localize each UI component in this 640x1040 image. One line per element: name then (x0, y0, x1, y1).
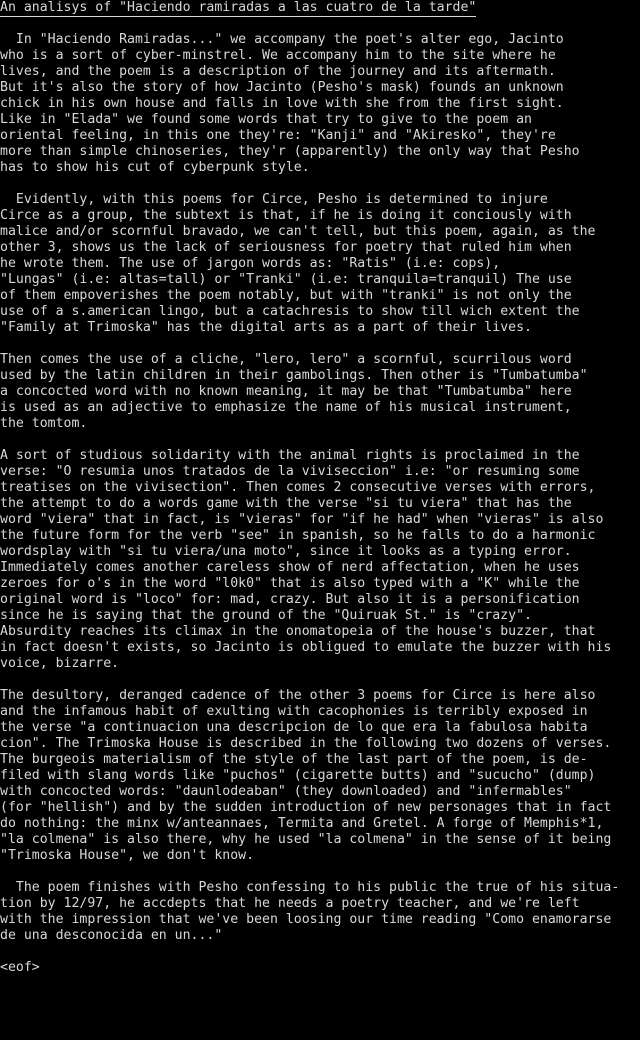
text-line: the future form for the verb "see" in spanish, so he falls to do a harmonic (0, 528, 596, 543)
text-line: The poem finishes with Pesho confessing to his public the true of his situa- (0, 880, 620, 895)
text-line: used by the latin children in their gambolings. Then other is "Tumbatumba" (0, 368, 588, 383)
text-line: original word is "loco" for: mad, crazy. But also it is a personification (0, 592, 580, 607)
text-line: lives, and the poem is a description of the journey and its aftermath. (0, 64, 556, 79)
text-line: Like in "Elada" we found some words that try to give to the poem an (0, 112, 532, 127)
text-line: The desultory, deranged cadence of the other 3 poems for Circe is here also (0, 688, 596, 703)
text-line: he wrote them. The use of jargon words as: "Ratis" (i.e: cops), (0, 256, 501, 271)
text-line: other 3, shows us the lack of seriousness for poetry that ruled him when (0, 240, 572, 255)
document-title: An analisys of "Haciendo ramiradas a las cuatro de la tarde" (0, 0, 477, 15)
text-line: In "Haciendo Ramiradas..." we accompany the poet's alter ego, Jacinto (0, 32, 564, 47)
text-line: since he is saying that the ground of the "Quiruak St." is "crazy". (0, 608, 532, 623)
text-line: Circe as a group, the subtext is that, if he is doing it conciously with (0, 208, 572, 223)
text-line: But it's also the story of how Jacinto (Pesho's mask) founds an unknown (0, 80, 564, 95)
text-line: (for "hellish") and by the sudden introduction of new personages that in fact (0, 800, 612, 815)
text-line: "Family at Trimoska" has the digital arts as a part of their lives. (0, 320, 532, 335)
text-line: chick in his own house and falls in love with she from the first sight. (0, 96, 564, 111)
text-line: with concocted words: "daunlodeaban" (they downloaded) and "infermables" (0, 784, 572, 799)
text-line: verse: "O resumia unos tratados de la viviseccion" i.e: "or resuming some (0, 464, 580, 479)
text-line: The burgeois materialism of the style of the last part of the poem, is de- (0, 752, 588, 767)
text-line: and the infamous habit of exulting with cacophonies is terribly exposed in (0, 704, 588, 719)
text-line: filed with slang words like "puchos" (cigarette butts) and "sucucho" (dump) (0, 768, 596, 783)
text-line: "la colmena" is also there, why he used "la colmena" in the sense of it being (0, 832, 612, 847)
text-line: who is a sort of cyber-minstrel. We accompany him to the site where he (0, 48, 556, 63)
text-line: Immediately comes another careless show of nerd affectation, when he uses (0, 560, 580, 575)
text-line: in fact doesn't exists, so Jacinto is obligued to emulate the buzzer with his (0, 640, 612, 655)
text-line: voice, bizarre. (0, 656, 120, 671)
text-line: a concocted word with no known meaning, it may be that "Tumbatumba" here (0, 384, 572, 399)
text-line: do nothing: the minx w/anteannaes, Termita and Gretel. A forge of Memphis*1, (0, 816, 604, 831)
text-line: cion". The Trimoska House is described in the following two dozens of verses. (0, 736, 612, 751)
text-line: malice and/or scornful bravado, we can't tell, but this poem, again, as the (0, 224, 596, 239)
text-line: "Trimoska House", we don't know. (0, 848, 255, 863)
text-line: Then comes the use of a cliche, "lero, lero" a scornful, scurrilous word (0, 352, 572, 367)
eof-marker: <eof> (0, 960, 40, 975)
text-line: with the impression that we've been loosing our time reading "Como enamorarse (0, 912, 612, 927)
text-line: zeroes for o's in the word "l0k0" that is also typed with a "K" while the (0, 576, 580, 591)
text-line: wordsplay with "si tu viera/una moto", since it looks as a typing error. (0, 544, 572, 559)
text-line: word "viera" that in fact, is "vieras" for "if he had" when "vieras" is also (0, 512, 604, 527)
text-line: A sort of studious solidarity with the animal rights is proclaimed in the (0, 448, 580, 463)
text-line: "Lungas" (i.e: altas=tall) or "Tranki" (i.e: tranquila=tranquil) The use (0, 272, 572, 287)
text-line: Absurdity reaches its climax in the onomatopeia of the house's buzzer, that (0, 624, 596, 639)
text-line: the verse "a continuacion una descripcion de lo que era la fabulosa habita (0, 720, 588, 735)
text-line: the attempt to do a words game with the verse "si tu viera" that has the (0, 496, 572, 511)
text-line: more than simple chinoseries, they'r (apparently) the only way that Pesho (0, 144, 580, 159)
text-line: is used as an adjective to emphasize the name of his musical instrument, (0, 400, 572, 415)
text-line: the tomtom. (0, 416, 88, 431)
text-line: has to show his cut of cyberpunk style. (0, 160, 310, 175)
text-line: Evidently, with this poems for Circe, Pesho is determined to injure (0, 192, 548, 207)
text-line: tion by 12/97, he accdepts that he needs a poetry teacher, and we're left (0, 896, 580, 911)
text-line: use of a s.american lingo, but a catachresis to show till wich extent the (0, 304, 580, 319)
text-line: treatises on the vivisection". Then comes 2 consecutive verses with errors, (0, 480, 596, 495)
text-line: de una desconocida en un..." (0, 928, 223, 943)
text-line: oriental feeling, in this one they're: "Kanji" and "Akiresko", they're (0, 128, 556, 143)
text-line: of them empoverishes the poem notably, but with "tranki" is not only the (0, 288, 572, 303)
